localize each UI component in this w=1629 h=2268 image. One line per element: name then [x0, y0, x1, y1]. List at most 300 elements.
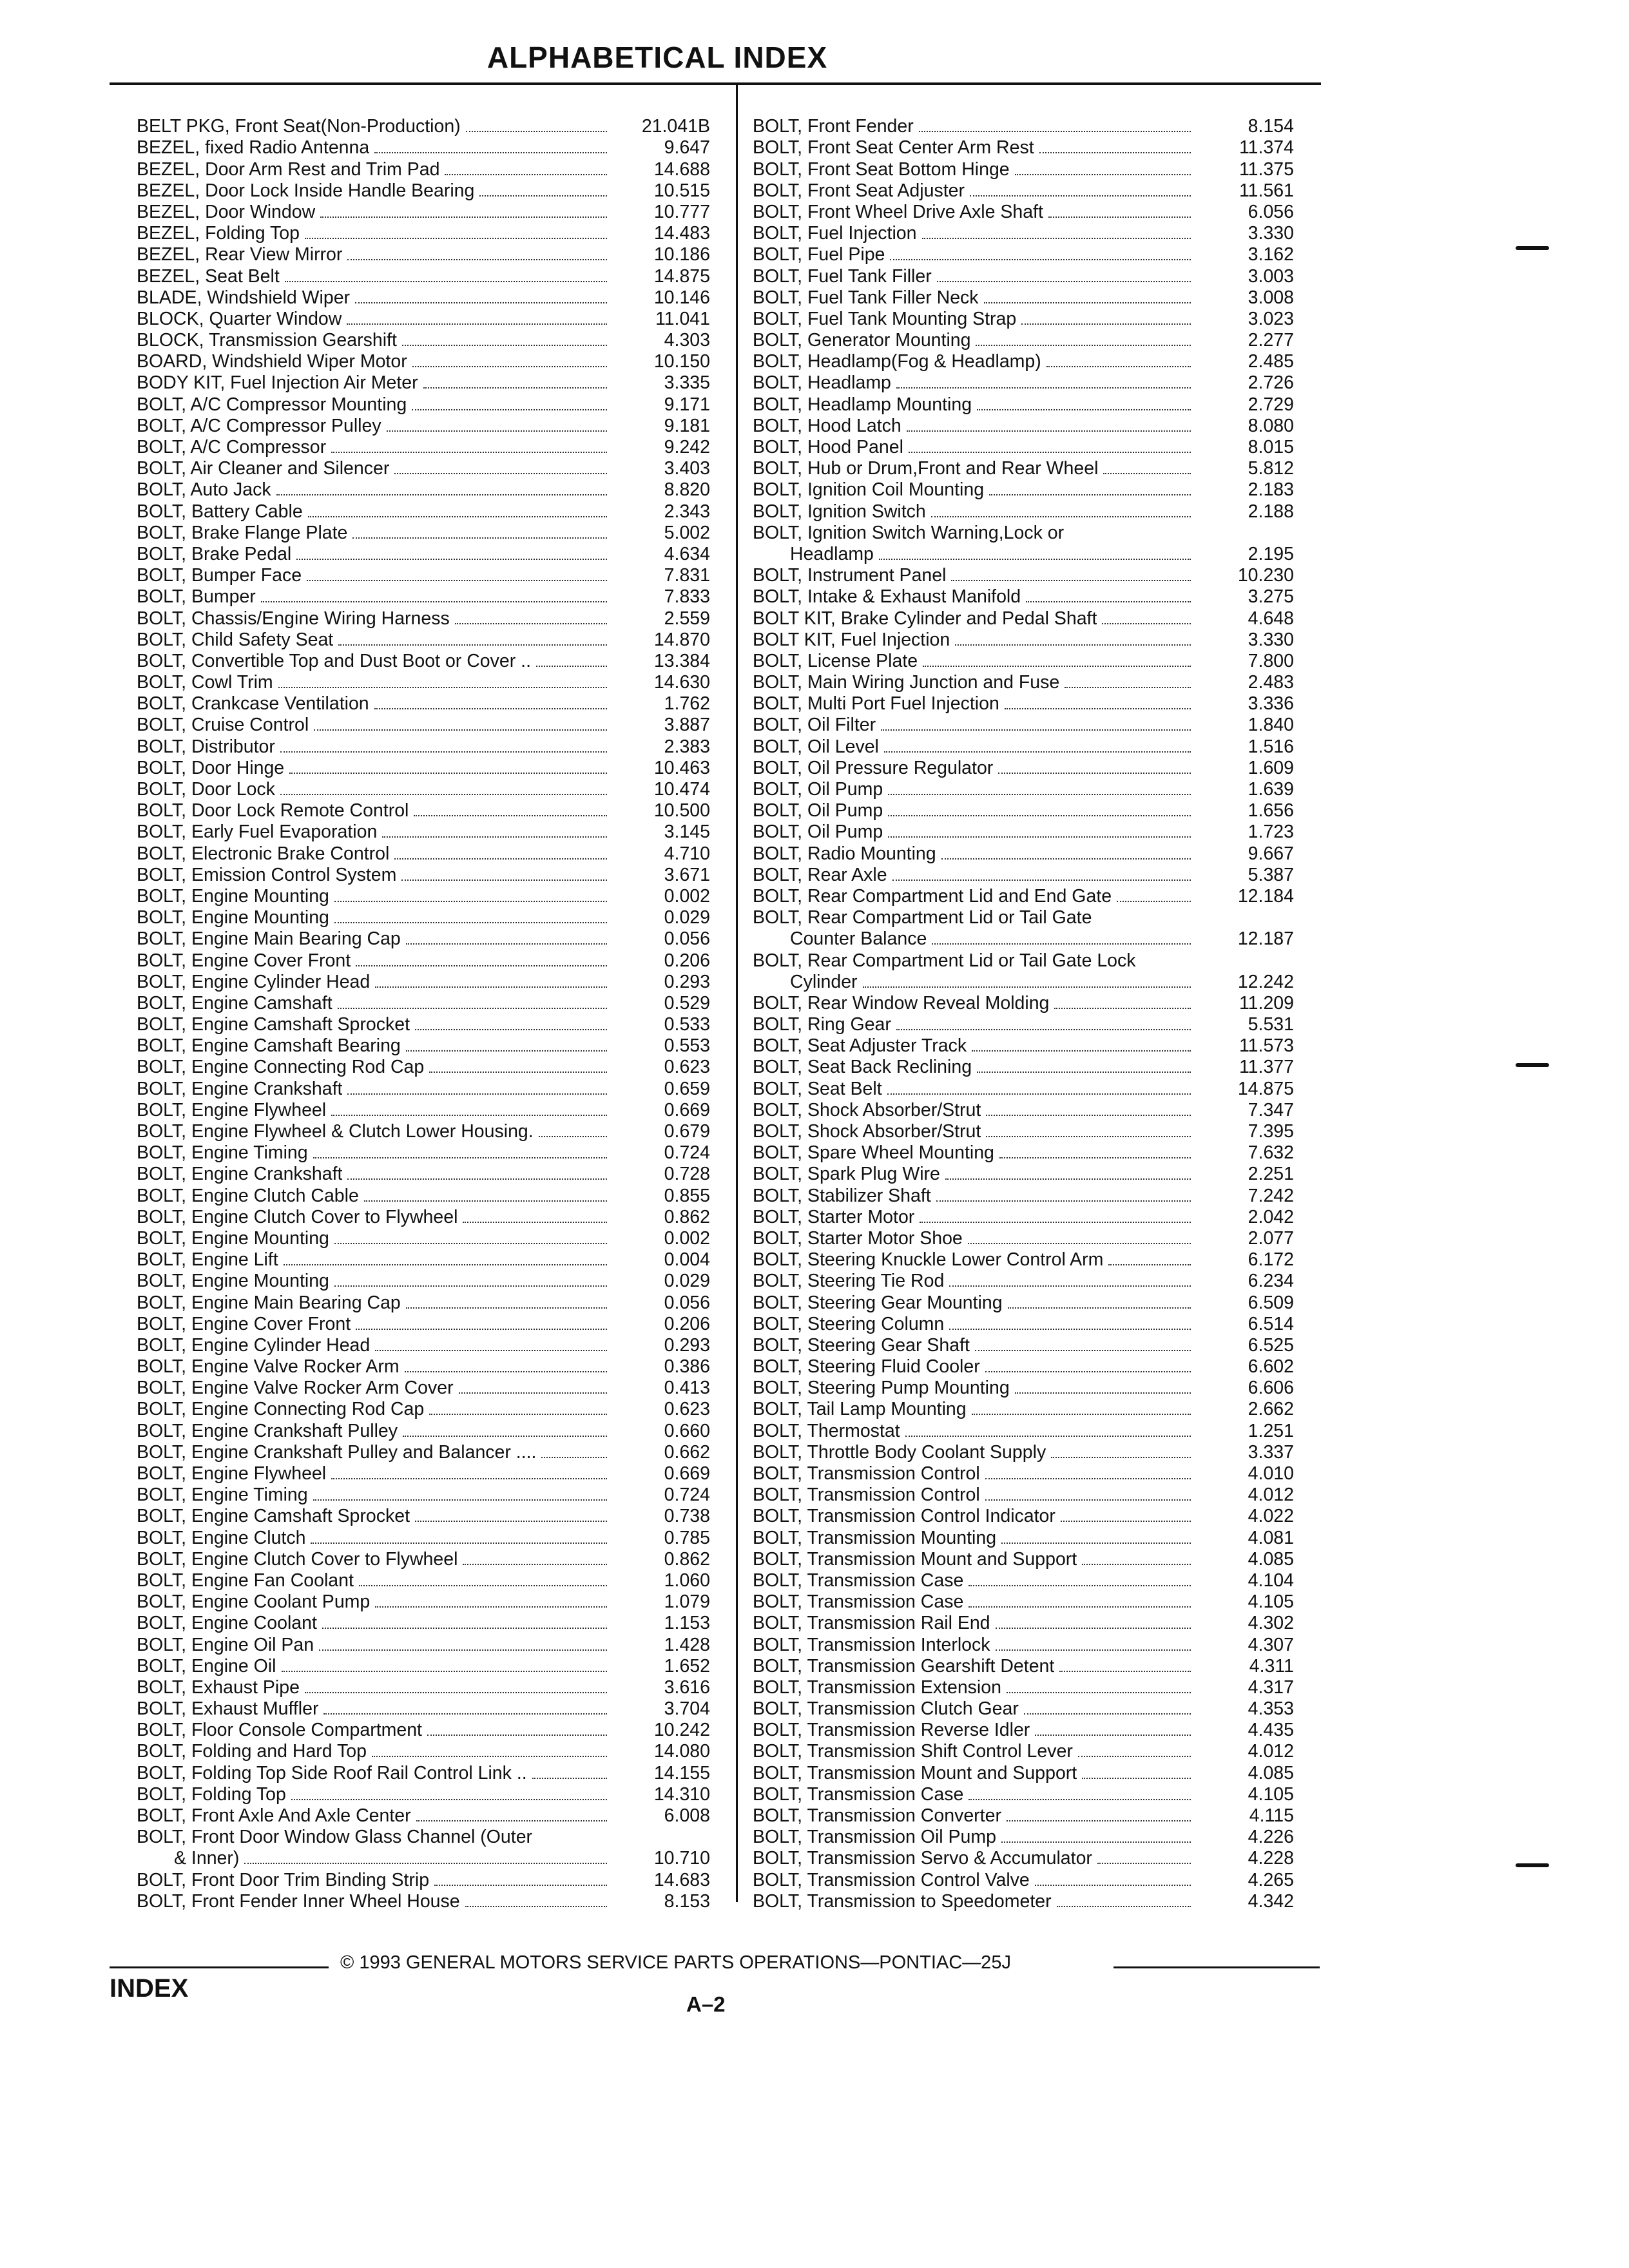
- index-entry-page: 14.683: [653, 1869, 710, 1890]
- leader-dots: [282, 1671, 608, 1672]
- index-entry: [137, 1207, 710, 1228]
- leader-dots: [949, 1285, 1191, 1287]
- index-entry-page: 9.181: [664, 415, 710, 436]
- index-entry-name: BOLT, Air Cleaner and Silencer: [137, 458, 390, 479]
- leader-dots: [936, 1200, 1191, 1202]
- index-entry-page: 0.002: [664, 1227, 710, 1249]
- index-entry: [753, 309, 1294, 330]
- index-entry: [753, 523, 1294, 544]
- leader-dots: [434, 1885, 607, 1886]
- index-entry-name: BOLT, Headlamp(Fog & Headlamp): [753, 351, 1041, 372]
- leader-dots: [375, 1350, 607, 1351]
- index-entry: [753, 672, 1294, 693]
- leader-dots: [972, 1050, 1191, 1052]
- index-entry-name: BOLT, Transmission Servo & Accumulator: [753, 1848, 1092, 1869]
- index-entry-page: 11.561: [1239, 180, 1294, 201]
- index-entry-name: BEZEL, Seat Belt: [137, 265, 280, 287]
- index-entry-page: 3.008: [1248, 287, 1294, 308]
- index-entry-name: BOLT, Engine Camshaft Sprocket: [137, 1506, 410, 1527]
- index-entry-page: 0.533: [664, 1014, 710, 1035]
- leader-dots: [347, 259, 607, 260]
- index-entry-name: BOLT, Headlamp: [753, 372, 891, 394]
- index-entry-name: BOLT, Fuel Tank Filler Neck: [753, 287, 979, 308]
- index-entry-page: 14.155: [653, 1762, 710, 1783]
- index-entry-page: 0.738: [664, 1506, 710, 1527]
- index-entry: [753, 993, 1294, 1014]
- leader-dots: [941, 858, 1191, 860]
- index-entry-page: 1.060: [664, 1570, 710, 1591]
- index-entry-page: 6.008: [664, 1805, 710, 1826]
- index-entry-name: BOLT, Oil Pressure Regulator: [753, 757, 994, 778]
- index-entry-name: BOLT, Headlamp Mounting: [753, 394, 972, 415]
- index-entry-page: 3.337: [1248, 1441, 1294, 1463]
- leader-dots: [1082, 1778, 1191, 1779]
- index-entry-page: 3.704: [664, 1698, 710, 1720]
- index-entry-name: BOLT, Early Fuel Evaporation: [137, 822, 378, 843]
- index-entry: [137, 1399, 710, 1420]
- index-entry-name: BOLT, Transmission Gearshift Detent: [753, 1655, 1055, 1677]
- index-entry-name: BOLT, Exhaust Muffler: [137, 1698, 319, 1720]
- index-entry: [137, 544, 710, 565]
- leader-dots: [1057, 1906, 1191, 1907]
- leader-dots: [423, 387, 607, 389]
- index-entry: [137, 586, 710, 608]
- index-entry-name: BOLT, Front Door Trim Binding Strip: [137, 1869, 430, 1890]
- index-entry-name: BOARD, Windshield Wiper Motor: [137, 351, 407, 372]
- index-entry: [137, 928, 710, 950]
- index-entry: [753, 907, 1294, 928]
- index-entry: [753, 972, 1294, 993]
- index-entry-name: BOLT, Engine Coolant: [137, 1613, 317, 1634]
- leader-dots: [985, 1499, 1191, 1501]
- index-entry: [753, 651, 1294, 672]
- index-entry-page: 0.623: [664, 1399, 710, 1420]
- index-entry: [137, 629, 710, 651]
- leader-dots: [863, 986, 1191, 988]
- index-entry-page: 4.648: [1248, 608, 1294, 629]
- leader-dots: [394, 858, 607, 860]
- index-entry-name: BOLT, A/C Compressor: [137, 437, 327, 457]
- index-entry-name: BOLT, Engine Lift: [137, 1249, 278, 1271]
- index-entry-name: Cylinder: [790, 971, 858, 992]
- index-entry-name: BOLT, Rear Compartment Lid or Tail Gate Lock: [753, 950, 1136, 971]
- leader-dots: [1039, 152, 1191, 153]
- index-entry-page: 7.347: [1248, 1099, 1294, 1120]
- index-entry-page: 11.209: [1239, 992, 1294, 1014]
- leader-dots: [313, 1499, 607, 1501]
- index-entry: [137, 1762, 710, 1783]
- index-entry-name: BOLT, Ignition Switch Warning,Lock or: [753, 522, 1065, 543]
- leader-dots: [909, 452, 1191, 453]
- index-entry: [753, 1035, 1294, 1057]
- index-entry-name: BOLT, Folding and Hard Top: [137, 1741, 367, 1762]
- index-entry-page: 2.559: [664, 608, 710, 629]
- index-entry-page: 1.609: [1248, 757, 1294, 778]
- index-entry: [753, 1869, 1294, 1890]
- index-entry: [137, 1335, 710, 1356]
- index-entry: [753, 1185, 1294, 1206]
- leader-dots: [970, 195, 1191, 197]
- leader-dots: [888, 815, 1191, 816]
- index-entry: [137, 1271, 710, 1292]
- index-entry: [137, 501, 710, 522]
- index-column-right: [753, 116, 1294, 1912]
- index-entry: [753, 928, 1294, 950]
- index-entry-name: BOLT, Folding Top: [137, 1783, 286, 1805]
- index-entry-name: BOLT KIT, Brake Cylinder and Pedal Shaft: [753, 608, 1097, 629]
- index-entry-name: BOLT, Transmission Control Valve: [753, 1869, 1030, 1890]
- leader-dots: [1048, 216, 1191, 218]
- index-entry-name: Counter Balance: [790, 928, 927, 950]
- index-entry: [753, 1442, 1294, 1463]
- index-entry: [137, 458, 710, 479]
- index-entry: [753, 116, 1294, 137]
- index-entry-name: BOLT, Oil Filter: [753, 715, 876, 736]
- index-entry-name: BOLT, Shock Absorber/Strut: [753, 1099, 981, 1120]
- index-entry-page: 12.187: [1237, 928, 1294, 950]
- index-entry-name: BOLT, Transmission Extension: [753, 1677, 1001, 1698]
- index-entry-name: BOLT, Steering Tie Rod: [753, 1271, 945, 1292]
- index-entry-page: 9.647: [664, 137, 710, 159]
- leader-dots: [969, 1606, 1191, 1608]
- leader-dots: [888, 836, 1191, 838]
- index-entry: [137, 1634, 710, 1655]
- index-entry-name: BEZEL, Folding Top: [137, 223, 300, 244]
- index-entry-page: 21.041B: [641, 116, 710, 137]
- index-entry-page: 10.146: [653, 287, 710, 308]
- index-entry: [753, 1378, 1294, 1399]
- index-entry-name: BOLT, Engine Timing: [137, 1142, 308, 1164]
- index-entry-name: BOLT, Fuel Tank Mounting Strap: [753, 308, 1017, 329]
- index-entry-page: 0.553: [664, 1035, 710, 1057]
- index-entry-page: 3.330: [1248, 629, 1294, 650]
- index-entry-name: BOLT, Floor Console Compartment: [137, 1720, 422, 1741]
- leader-dots: [1065, 687, 1191, 688]
- index-entry-name: BOLT, Fuel Injection: [753, 223, 917, 244]
- leader-dots: [896, 387, 1191, 389]
- index-entry-name: BOLT, Door Hinge: [137, 757, 285, 778]
- index-entry-name: BOLT, Steering Knuckle Lower Control Arm: [753, 1249, 1104, 1271]
- index-entry: [137, 993, 710, 1014]
- leader-dots: [1046, 366, 1191, 367]
- leader-dots: [1035, 1735, 1191, 1736]
- index-entry-page: 10.777: [653, 201, 710, 222]
- index-entry: [753, 608, 1294, 629]
- leader-dots: [429, 1072, 607, 1073]
- index-entry: [753, 1762, 1294, 1783]
- index-entry: [753, 223, 1294, 244]
- leader-dots: [296, 559, 607, 560]
- index-entry-page: 2.729: [1248, 394, 1294, 415]
- index-entry-page: 0.669: [664, 1463, 710, 1484]
- index-entry-page: 1.639: [1248, 779, 1294, 800]
- index-entry-page: 4.307: [1248, 1634, 1294, 1655]
- footer-section-label: INDEX: [110, 1974, 189, 2003]
- index-entry-name: BOLT, Engine Cylinder Head: [137, 971, 371, 992]
- leader-dots: [356, 1329, 607, 1330]
- index-entry: [137, 822, 710, 843]
- index-entry-page: 0.056: [664, 928, 710, 950]
- leader-dots: [1007, 1820, 1191, 1821]
- index-entry-page: 2.251: [1248, 1164, 1294, 1185]
- index-entry-page: 3.003: [1248, 265, 1294, 287]
- index-entry-page: 11.041: [655, 308, 710, 329]
- index-entry: [137, 116, 710, 137]
- index-entry-page: 6.525: [1248, 1334, 1294, 1356]
- leader-dots: [465, 1906, 607, 1907]
- leader-dots: [884, 751, 1191, 753]
- index-entry-page: 11.375: [1239, 159, 1294, 180]
- index-entry-page: 0.855: [664, 1185, 710, 1206]
- leader-dots: [414, 815, 607, 816]
- leader-dots: [1097, 1863, 1191, 1864]
- index-entry-name: BOLT, Engine Flywheel: [137, 1099, 327, 1120]
- index-entry-name: BOLT, Emission Control System: [137, 864, 397, 885]
- index-entry-page: 1.079: [664, 1591, 710, 1613]
- index-entry-page: 2.726: [1248, 372, 1294, 394]
- footer-rule-left: [110, 1966, 329, 1968]
- leader-dots: [1021, 323, 1191, 325]
- index-entry-page: 4.115: [1249, 1805, 1294, 1826]
- leader-dots: [976, 345, 1191, 346]
- index-entry-name: BOLT, Door Lock Remote Control: [137, 800, 409, 822]
- index-entry-page: 5.812: [1248, 458, 1294, 479]
- index-entry-name: BEZEL, Door Lock Inside Handle Bearing: [137, 180, 475, 201]
- index-entry-page: 10.710: [653, 1848, 710, 1869]
- index-entry: [753, 1485, 1294, 1506]
- index-entry-name: & Inner): [174, 1848, 240, 1869]
- index-entry-page: 3.671: [664, 864, 710, 885]
- index-entry: [137, 159, 710, 180]
- leader-dots: [280, 794, 607, 795]
- index-entry-page: 7.831: [664, 565, 710, 586]
- index-entry: [137, 287, 710, 309]
- leader-dots: [1103, 473, 1191, 474]
- index-entry: [753, 1207, 1294, 1228]
- leader-dots: [356, 965, 607, 966]
- index-entry-page: 0.724: [664, 1485, 710, 1506]
- index-entry-name: BOLT, Transmission Shift Control Lever: [753, 1741, 1073, 1762]
- index-entry-name: BOLT, Spark Plug Wire: [753, 1164, 940, 1185]
- index-entry-name: BEZEL, Door Window: [137, 201, 316, 222]
- index-entry-page: 0.206: [664, 950, 710, 971]
- index-entry-name: BOLT, Oil Pump: [753, 800, 883, 822]
- index-entry-name: BOLT, Transmission Reverse Idler: [753, 1720, 1030, 1741]
- index-entry-page: 1.251: [1248, 1420, 1294, 1441]
- leader-dots: [955, 644, 1191, 646]
- index-entry-name: BLADE, Windshield Wiper: [137, 287, 351, 308]
- index-entry-name: BOLT, Oil Pump: [753, 779, 883, 800]
- index-entry: [137, 1164, 710, 1185]
- leader-dots: [892, 879, 1191, 881]
- index-entry-page: 4.435: [1248, 1720, 1294, 1741]
- leader-dots: [313, 1157, 607, 1158]
- index-entry: [753, 1014, 1294, 1035]
- index-entry: [753, 137, 1294, 159]
- index-entry-page: 2.343: [664, 501, 710, 522]
- index-entry-page: 14.483: [653, 223, 710, 244]
- index-entry-page: 1.840: [1248, 715, 1294, 736]
- leader-dots: [1108, 1264, 1191, 1265]
- index-entry: [137, 1463, 710, 1485]
- index-entry-name: BOLT, Seat Belt: [753, 1078, 882, 1099]
- index-entry-name: BOLT, Transmission Mounting: [753, 1527, 997, 1548]
- index-entry-page: 5.002: [664, 522, 710, 543]
- index-entry-page: 3.023: [1248, 308, 1294, 329]
- leader-dots: [261, 601, 607, 602]
- leader-dots: [932, 943, 1191, 945]
- index-entry: [137, 372, 710, 394]
- index-entry: [753, 1121, 1294, 1142]
- index-entry-page: 4.303: [664, 330, 710, 351]
- header-rule: [110, 82, 1321, 85]
- index-entry-name: BOLT, Electronic Brake Control: [137, 843, 390, 864]
- index-entry-page: 5.387: [1248, 864, 1294, 885]
- index-entry-name: BOLT, Engine Crankshaft Pulley: [137, 1420, 398, 1441]
- index-entry-page: 4.634: [664, 543, 710, 564]
- index-entry: [753, 1057, 1294, 1078]
- index-entry: [753, 629, 1294, 651]
- leader-dots: [949, 1329, 1191, 1330]
- index-entry-name: BOLT, Front Wheel Drive Axle Shaft: [753, 201, 1043, 222]
- index-entry-name: BOLT, Front Seat Adjuster: [753, 180, 965, 201]
- index-entry: [137, 715, 710, 736]
- index-entry-name: BOLT, Convertible Top and Dust Boot or Cover ..: [137, 650, 531, 671]
- index-entry-page: 14.080: [653, 1741, 710, 1762]
- index-entry: [137, 1698, 710, 1720]
- index-entry-page: 3.335: [664, 372, 710, 394]
- index-entry-name: BOLT, Stabilizer Shaft: [753, 1185, 931, 1206]
- leader-dots: [1078, 1756, 1191, 1757]
- index-entry-page: 10.474: [653, 779, 710, 800]
- index-entry: [137, 1100, 710, 1121]
- index-entry-page: 4.302: [1248, 1613, 1294, 1634]
- index-entry: [753, 1142, 1294, 1164]
- index-entry-page: 0.862: [664, 1548, 710, 1570]
- index-entry: [137, 1827, 710, 1848]
- index-entry-page: 10.150: [653, 351, 710, 372]
- index-entry-name: BOLT, Engine Cover Front: [137, 950, 351, 971]
- leader-dots: [931, 516, 1191, 517]
- index-entry-name: BOLT, Engine Crankshaft: [137, 1078, 343, 1099]
- index-entry-page: 1.762: [664, 693, 710, 715]
- leader-dots: [879, 559, 1191, 560]
- index-entry: [753, 1100, 1294, 1121]
- index-entry-name: BLOCK, Quarter Window: [137, 308, 342, 329]
- index-entry: [753, 1741, 1294, 1762]
- index-entry-page: 3.330: [1248, 223, 1294, 244]
- index-entry: [753, 843, 1294, 864]
- index-entry-name: BOLT, Engine Clutch: [137, 1527, 306, 1548]
- index-entry: [137, 1869, 710, 1890]
- index-entry-name: BOLT, Transmission Interlock: [753, 1634, 990, 1655]
- index-entry-name: BOLT, Thermostat: [753, 1420, 900, 1441]
- index-entry: [137, 800, 710, 822]
- column-divider: [736, 85, 738, 1902]
- index-entry-page: 2.383: [664, 736, 710, 757]
- index-entry: [753, 1271, 1294, 1292]
- index-entry-page: 3.162: [1248, 244, 1294, 265]
- index-entry: [137, 1292, 710, 1313]
- leader-dots: [907, 430, 1191, 432]
- leader-dots: [1001, 1841, 1191, 1843]
- index-entry: [137, 1891, 710, 1912]
- leader-dots: [996, 1628, 1191, 1629]
- leader-dots: [401, 879, 607, 881]
- index-entry: [753, 1570, 1294, 1591]
- index-entry-name: BOLT, Folding Top Side Roof Rail Control Link ..: [137, 1762, 527, 1783]
- leader-dots: [905, 1436, 1191, 1437]
- index-entry-name: BODY KIT, Fuel Injection Air Meter: [137, 372, 418, 394]
- index-entry: [753, 1613, 1294, 1634]
- leader-dots: [331, 1115, 607, 1116]
- leader-dots: [403, 1436, 607, 1437]
- index-entry: [137, 1249, 710, 1271]
- index-entry-name: BOLT, Transmission Case: [753, 1591, 964, 1613]
- index-entry-name: BOLT, Instrument Panel: [753, 565, 947, 586]
- index-entry-page: 14.875: [1237, 1078, 1294, 1099]
- leader-dots: [405, 1371, 607, 1372]
- index-entry-name: BOLT, Shock Absorber/Strut: [753, 1121, 981, 1142]
- index-entry-page: 4.311: [1249, 1655, 1294, 1677]
- index-entry-page: 14.630: [653, 672, 710, 693]
- index-entry-name: BOLT, Engine Clutch Cable: [137, 1185, 359, 1206]
- index-entry-page: 14.310: [653, 1783, 710, 1805]
- leader-dots: [466, 131, 607, 132]
- leader-dots: [896, 1029, 1191, 1030]
- index-entry-page: 8.153: [664, 1890, 710, 1912]
- index-entry: [137, 351, 710, 372]
- index-entry-name: BOLT, Engine Connecting Rod Cap: [137, 1399, 425, 1420]
- index-entry: [753, 865, 1294, 886]
- index-entry-name: BOLT, Steering Pump Mounting: [753, 1378, 1010, 1399]
- leader-dots: [284, 1264, 607, 1265]
- index-entry: [753, 736, 1294, 757]
- index-entry-page: 10.463: [653, 757, 710, 778]
- index-entry-name: BOLT, Engine Camshaft Sprocket: [137, 1014, 410, 1035]
- index-entry: [137, 907, 710, 928]
- index-entry-name: BOLT, Main Wiring Junction and Fuse: [753, 672, 1060, 693]
- index-entry-name: BOLT, Seat Back Reclining: [753, 1057, 972, 1078]
- leader-dots: [320, 216, 607, 218]
- leader-dots: [536, 666, 607, 667]
- leader-dots: [920, 1222, 1191, 1223]
- leader-dots: [305, 238, 607, 239]
- leader-dots: [352, 537, 607, 539]
- index-entry: [753, 1314, 1294, 1335]
- index-entry-name: BOLT, Transmission Control: [753, 1463, 980, 1484]
- index-entry-name: BOLT, Child Safety Seat: [137, 629, 334, 650]
- index-entry: [137, 416, 710, 437]
- index-entry: [753, 544, 1294, 565]
- index-entry: [137, 1442, 710, 1463]
- leader-dots: [415, 1029, 607, 1030]
- index-entry: [137, 479, 710, 501]
- leader-dots: [289, 773, 607, 774]
- index-entry-name: BOLT, Distributor: [137, 736, 275, 757]
- leader-dots: [291, 1799, 607, 1800]
- index-entry-name: BOLT, Cruise Control: [137, 715, 309, 736]
- index-entry: [137, 1228, 710, 1249]
- index-entry-page: 6.056: [1248, 201, 1294, 222]
- index-entry: [137, 1356, 710, 1378]
- leader-dots: [937, 281, 1191, 282]
- index-entry: [137, 565, 710, 586]
- index-entry: [137, 950, 710, 971]
- index-entry-name: BOLT, Ignition Switch: [753, 501, 926, 522]
- index-entry-page: 6.514: [1248, 1313, 1294, 1334]
- index-entry: [137, 223, 710, 244]
